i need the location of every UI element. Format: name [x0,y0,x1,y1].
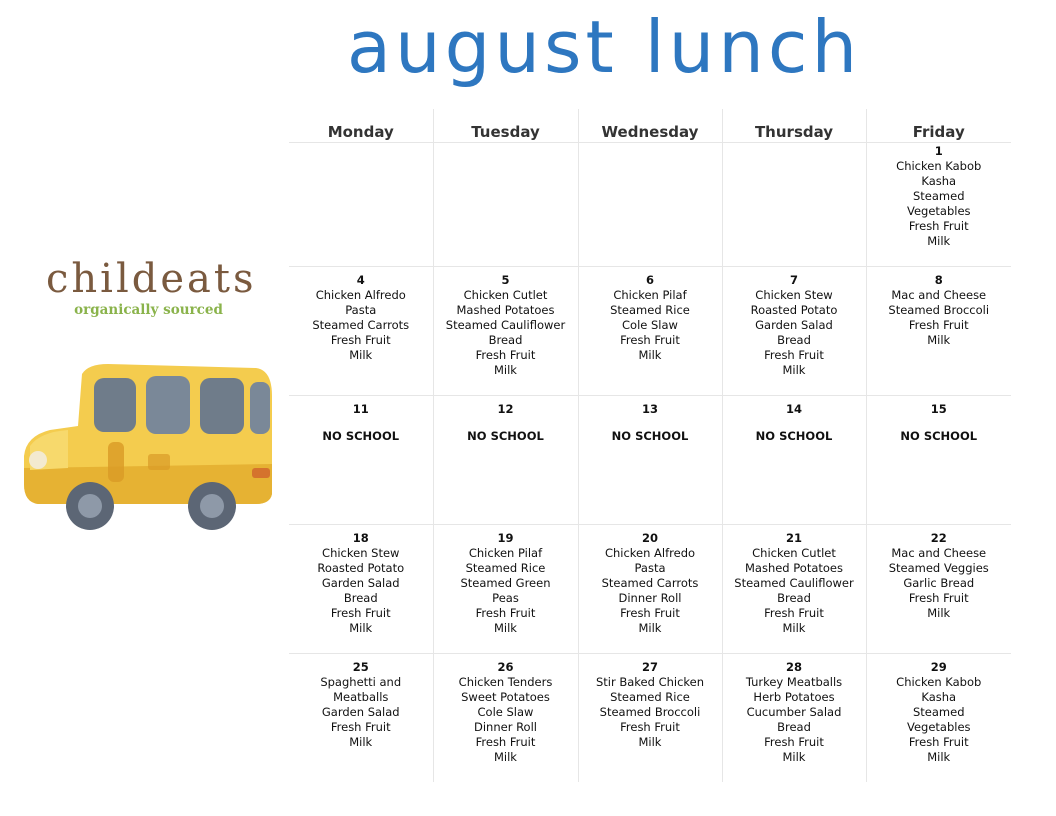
day-cell [722,143,866,267]
menu-item: Steamed Cauliflower [445,318,566,332]
day-cell [578,525,722,654]
day-cell [289,525,433,654]
menu-item: Chicken Kabob [896,675,982,689]
menu-item: Vegetables [906,720,971,734]
menu-item: Milk [782,750,806,764]
day-number: 25 [352,660,369,674]
day-cell [722,267,866,396]
day-number: 21 [785,531,802,545]
header-friday: Friday [866,109,1011,143]
day-cell [722,396,866,525]
week-row [289,396,1011,525]
header-tuesday: Tuesday [433,109,578,143]
day-cell [433,267,578,396]
menu-item: Chicken Pilaf [468,546,543,560]
menu-item: Roasted Potato [750,303,838,317]
menu-item: Fresh Fruit [475,606,536,620]
day-number: 13 [641,402,658,416]
day-number: 8 [934,273,943,287]
day-number: 7 [789,273,798,287]
menu-item: Mashed Potatoes [456,303,555,317]
day-cell [722,525,866,654]
menu-item: Steamed Veggies [888,561,989,575]
logo-tagline: organically sourced [74,302,223,318]
menu-item: Milk [638,621,662,635]
menu-item: Milk [494,621,517,635]
header-thursday: Thursday [722,109,866,143]
menu-item: Fresh Fruit [475,735,536,749]
day-number: 5 [501,273,510,287]
menu-item: Chicken Cutlet [463,288,548,302]
menu-item: Chicken Pilaf [613,288,687,302]
day-number: 27 [641,660,658,674]
menu-item: Milk [349,621,373,635]
week-row [289,654,1011,783]
menu-item: Fresh Fruit [908,219,969,233]
menu-item: Steamed [912,189,965,203]
menu-item: Milk [494,750,517,764]
menu-item: Milk [782,621,806,635]
menu-item: Chicken Cutlet [752,546,836,560]
menu-item: Chicken Alfredo [604,546,696,560]
menu-item: Spaghetti and [320,675,402,689]
menu-item: Pasta [634,561,666,575]
menu-item: Milk [349,735,373,749]
menu-item: Bread [343,591,378,605]
day-cell [578,267,722,396]
menu-item: Steamed Broccoli [888,303,990,317]
menu-item: Stir Baked Chicken [595,675,705,689]
day-cell [722,654,866,783]
menu-item: Milk [927,333,951,347]
menu-item: Steamed Broccoli [599,705,701,719]
header-wednesday: Wednesday [578,109,722,143]
menu-item: Milk [927,750,951,764]
day-number: 18 [352,531,369,545]
menu-item: Milk [782,363,806,377]
menu-item: Steamed Carrots [312,318,410,332]
day-number: 11 [352,402,369,416]
menu-item: Fresh Fruit [764,348,824,362]
menu-item: Peas [492,591,519,605]
menu-item: Milk [638,348,662,362]
menu-item: Fresh Fruit [330,606,391,620]
menu-item: Steamed Rice [610,303,690,317]
menu-item: Milk [349,348,373,362]
menu-item: Mashed Potatoes [744,561,843,575]
day-number: 12 [497,402,514,416]
menu-item: Milk [494,363,517,377]
day-cell [866,654,1011,783]
week-row [289,143,1011,267]
day-cell [289,267,433,396]
menu-item: Turkey Meatballs [745,675,843,689]
menu-item: Mac and Cheese [891,288,987,302]
day-number: 6 [645,273,654,287]
day-cell [578,654,722,783]
day-number: 22 [930,531,947,545]
menu-item: Cucumber Salad [746,705,842,719]
menu-item: Fresh Fruit [908,591,969,605]
menu-item: Chicken Stew [755,288,833,302]
menu-item: Chicken Alfredo [315,288,406,302]
menu-item: Steamed [912,705,965,719]
menu-item: Garlic Bread [903,576,975,590]
menu-item: Fresh Fruit [475,348,536,362]
menu-item: Steamed Cauliflower [734,576,854,590]
menu-item: Garden Salad [755,318,833,332]
day-cell [866,267,1011,396]
menu-item: Cole Slaw [622,318,678,332]
menu-item: Kasha [921,174,957,188]
day-cell [433,654,578,783]
day-cell [578,143,722,267]
day-cell [433,525,578,654]
day-number: 29 [930,660,947,674]
menu-item: Meatballs [333,690,389,704]
menu-item: Bread [777,591,811,605]
menu-item: Vegetables [906,204,971,218]
no-school-note: NO SCHOOL [467,429,544,443]
menu-item: Garden Salad [321,705,400,719]
day-number: 1 [934,144,943,158]
menu-item: Steamed Rice [465,561,546,575]
menu-item: Fresh Fruit [620,606,680,620]
menu-item: Herb Potatoes [753,690,835,704]
school-bus-illustration [20,356,272,536]
menu-item: Chicken Stew [322,546,400,560]
menu-item: Fresh Fruit [620,333,680,347]
day-number: 14 [785,402,802,416]
menu-item: Mac and Cheese [891,546,987,560]
day-cell [866,525,1011,654]
day-cell [289,396,433,525]
day-cell [578,396,722,525]
no-school-note: NO SCHOOL [755,429,833,443]
header-monday: Monday [289,109,433,143]
menu-item: Fresh Fruit [908,318,969,332]
menu-item: Chicken Kabob [896,159,982,173]
day-cell [289,654,433,783]
no-school-note: NO SCHOOL [611,429,689,443]
day-number: 19 [497,531,514,545]
menu-item: Fresh Fruit [908,735,969,749]
menu-item: Bread [777,333,811,347]
page-title: august lunch [346,5,862,89]
week-row [289,525,1011,654]
no-school-note: NO SCHOOL [322,429,400,443]
menu-item: Steamed Green [460,576,551,590]
logo-wordmark: childeats [46,256,257,302]
menu-item: Bread [777,720,811,734]
day-number: 15 [930,402,947,416]
menu-item: Fresh Fruit [330,720,391,734]
day-number: 28 [785,660,802,674]
menu-item: Milk [927,234,951,248]
menu-item: Fresh Fruit [764,735,824,749]
weekday-header-row [289,109,1011,143]
menu-item: Dinner Roll [474,720,537,734]
menu-item: Garden Salad [321,576,400,590]
day-cell [866,396,1011,525]
week-row [289,267,1011,396]
day-number: 26 [497,660,514,674]
day-cell [289,143,433,267]
menu-item: Roasted Potato [317,561,405,575]
menu-item: Bread [488,333,523,347]
day-cell [433,143,578,267]
menu-item: Milk [638,735,662,749]
lunch-calendar [289,109,1011,782]
menu-item: Steamed Rice [610,690,690,704]
menu-item: Kasha [921,690,957,704]
no-school-note: NO SCHOOL [900,429,978,443]
menu-item: Dinner Roll [618,591,682,605]
day-number: 4 [356,273,365,287]
menu-item: Steamed Carrots [601,576,699,590]
menu-item: Fresh Fruit [620,720,680,734]
menu-item: Chicken Tenders [458,675,553,689]
menu-item: Pasta [345,303,377,317]
menu-item: Milk [927,606,951,620]
menu-item: Fresh Fruit [330,333,391,347]
day-number: 20 [641,531,658,545]
menu-item: Fresh Fruit [764,606,824,620]
day-cell [433,396,578,525]
menu-item: Cole Slaw [477,705,534,719]
childeats-logo [46,256,257,318]
menu-item: Sweet Potatoes [461,690,550,704]
day-cell [866,143,1011,267]
